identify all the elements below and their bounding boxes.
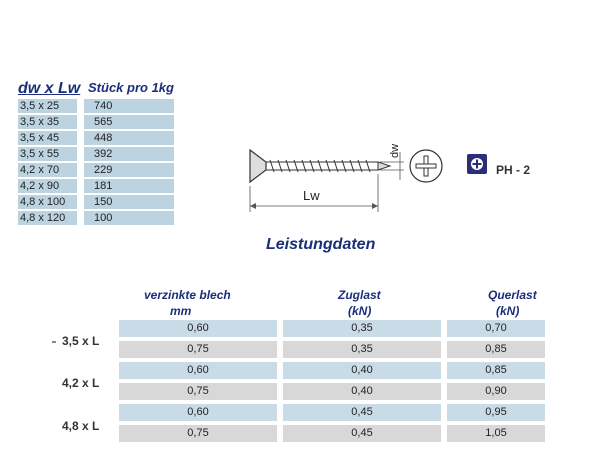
dimension-cell: 3,5 x 35 (18, 115, 77, 129)
zuglast-cell: 0,40 (283, 362, 441, 379)
quantity-table (18, 99, 174, 227)
drive-type-label: PH - 2 (496, 163, 531, 177)
quantity-cell: 150 (84, 195, 174, 209)
dimension-header: dw x Lw (18, 80, 81, 97)
group-label: 3,5 x L (62, 334, 100, 348)
section-title: Leistungdaten (266, 236, 376, 253)
diameter-label: dw (389, 143, 401, 158)
dimension-cell: 4,8 x 100 (18, 195, 77, 209)
dimension-cell: 4,2 x 70 (18, 163, 77, 177)
zuglast-cell: 0,35 (283, 320, 441, 337)
dimension-cell: 3,5 x 55 (18, 147, 77, 161)
dimension-cell: 3,5 x 25 (18, 99, 77, 113)
table-row (18, 179, 174, 195)
zuglast-cell: 0,35 (283, 341, 441, 358)
querlast-cell: 0,90 (447, 383, 545, 400)
querlast-cell: 0,70 (447, 320, 545, 337)
blech-cell: 0,60 (119, 404, 277, 421)
dimension-cell: 4,2 x 90 (18, 179, 77, 193)
table-row (18, 147, 174, 163)
group-marker (52, 341, 56, 343)
phillips-drive-icon (467, 154, 487, 174)
blech-cell: 0,75 (119, 341, 277, 358)
querlast-cell: 0,95 (447, 404, 545, 421)
blech-header: verzinkte blech (144, 288, 231, 302)
group-label: 4,2 x L (62, 376, 100, 390)
table-row (18, 99, 174, 115)
blech-cell: 0,75 (119, 425, 277, 442)
dimension-cell: 4,8 x 120 (18, 211, 77, 225)
quantity-cell: 181 (84, 179, 174, 193)
length-label: Lw (303, 188, 320, 203)
table-row (18, 195, 174, 211)
zuglast-header: Zuglast (338, 288, 381, 302)
blech-cell: 0,60 (119, 320, 277, 337)
zuglast-unit: (kN) (348, 304, 372, 318)
quantity-cell: 100 (84, 211, 174, 225)
quantity-cell: 565 (84, 115, 174, 129)
querlast-header: Querlast (488, 288, 537, 302)
blech-cell: 0,75 (119, 383, 277, 400)
table-row (18, 211, 174, 227)
table-row (18, 131, 174, 147)
zuglast-cell: 0,45 (283, 425, 441, 442)
quantity-cell: 740 (84, 99, 174, 113)
quantity-cell: 229 (84, 163, 174, 177)
querlast-cell: 0,85 (447, 341, 545, 358)
quantity-cell: 392 (84, 147, 174, 161)
querlast-cell: 1,05 (447, 425, 545, 442)
screw-thread (266, 160, 390, 172)
screw-diagram (240, 130, 460, 220)
table-row (18, 163, 174, 179)
blech-cell: 0,60 (119, 362, 277, 379)
table-row (18, 115, 174, 131)
zuglast-cell: 0,45 (283, 404, 441, 421)
phillips-head-view (410, 150, 442, 182)
querlast-unit: (kN) (496, 304, 520, 318)
querlast-cell: 0,85 (447, 362, 545, 379)
quantity-header: Stück pro 1kg (88, 80, 174, 95)
group-label: 4,8 x L (62, 419, 100, 433)
zuglast-cell: 0,40 (283, 383, 441, 400)
quantity-cell: 448 (84, 131, 174, 145)
blech-unit: mm (170, 304, 192, 318)
screw-head (250, 150, 266, 182)
dimension-cell: 3,5 x 45 (18, 131, 77, 145)
